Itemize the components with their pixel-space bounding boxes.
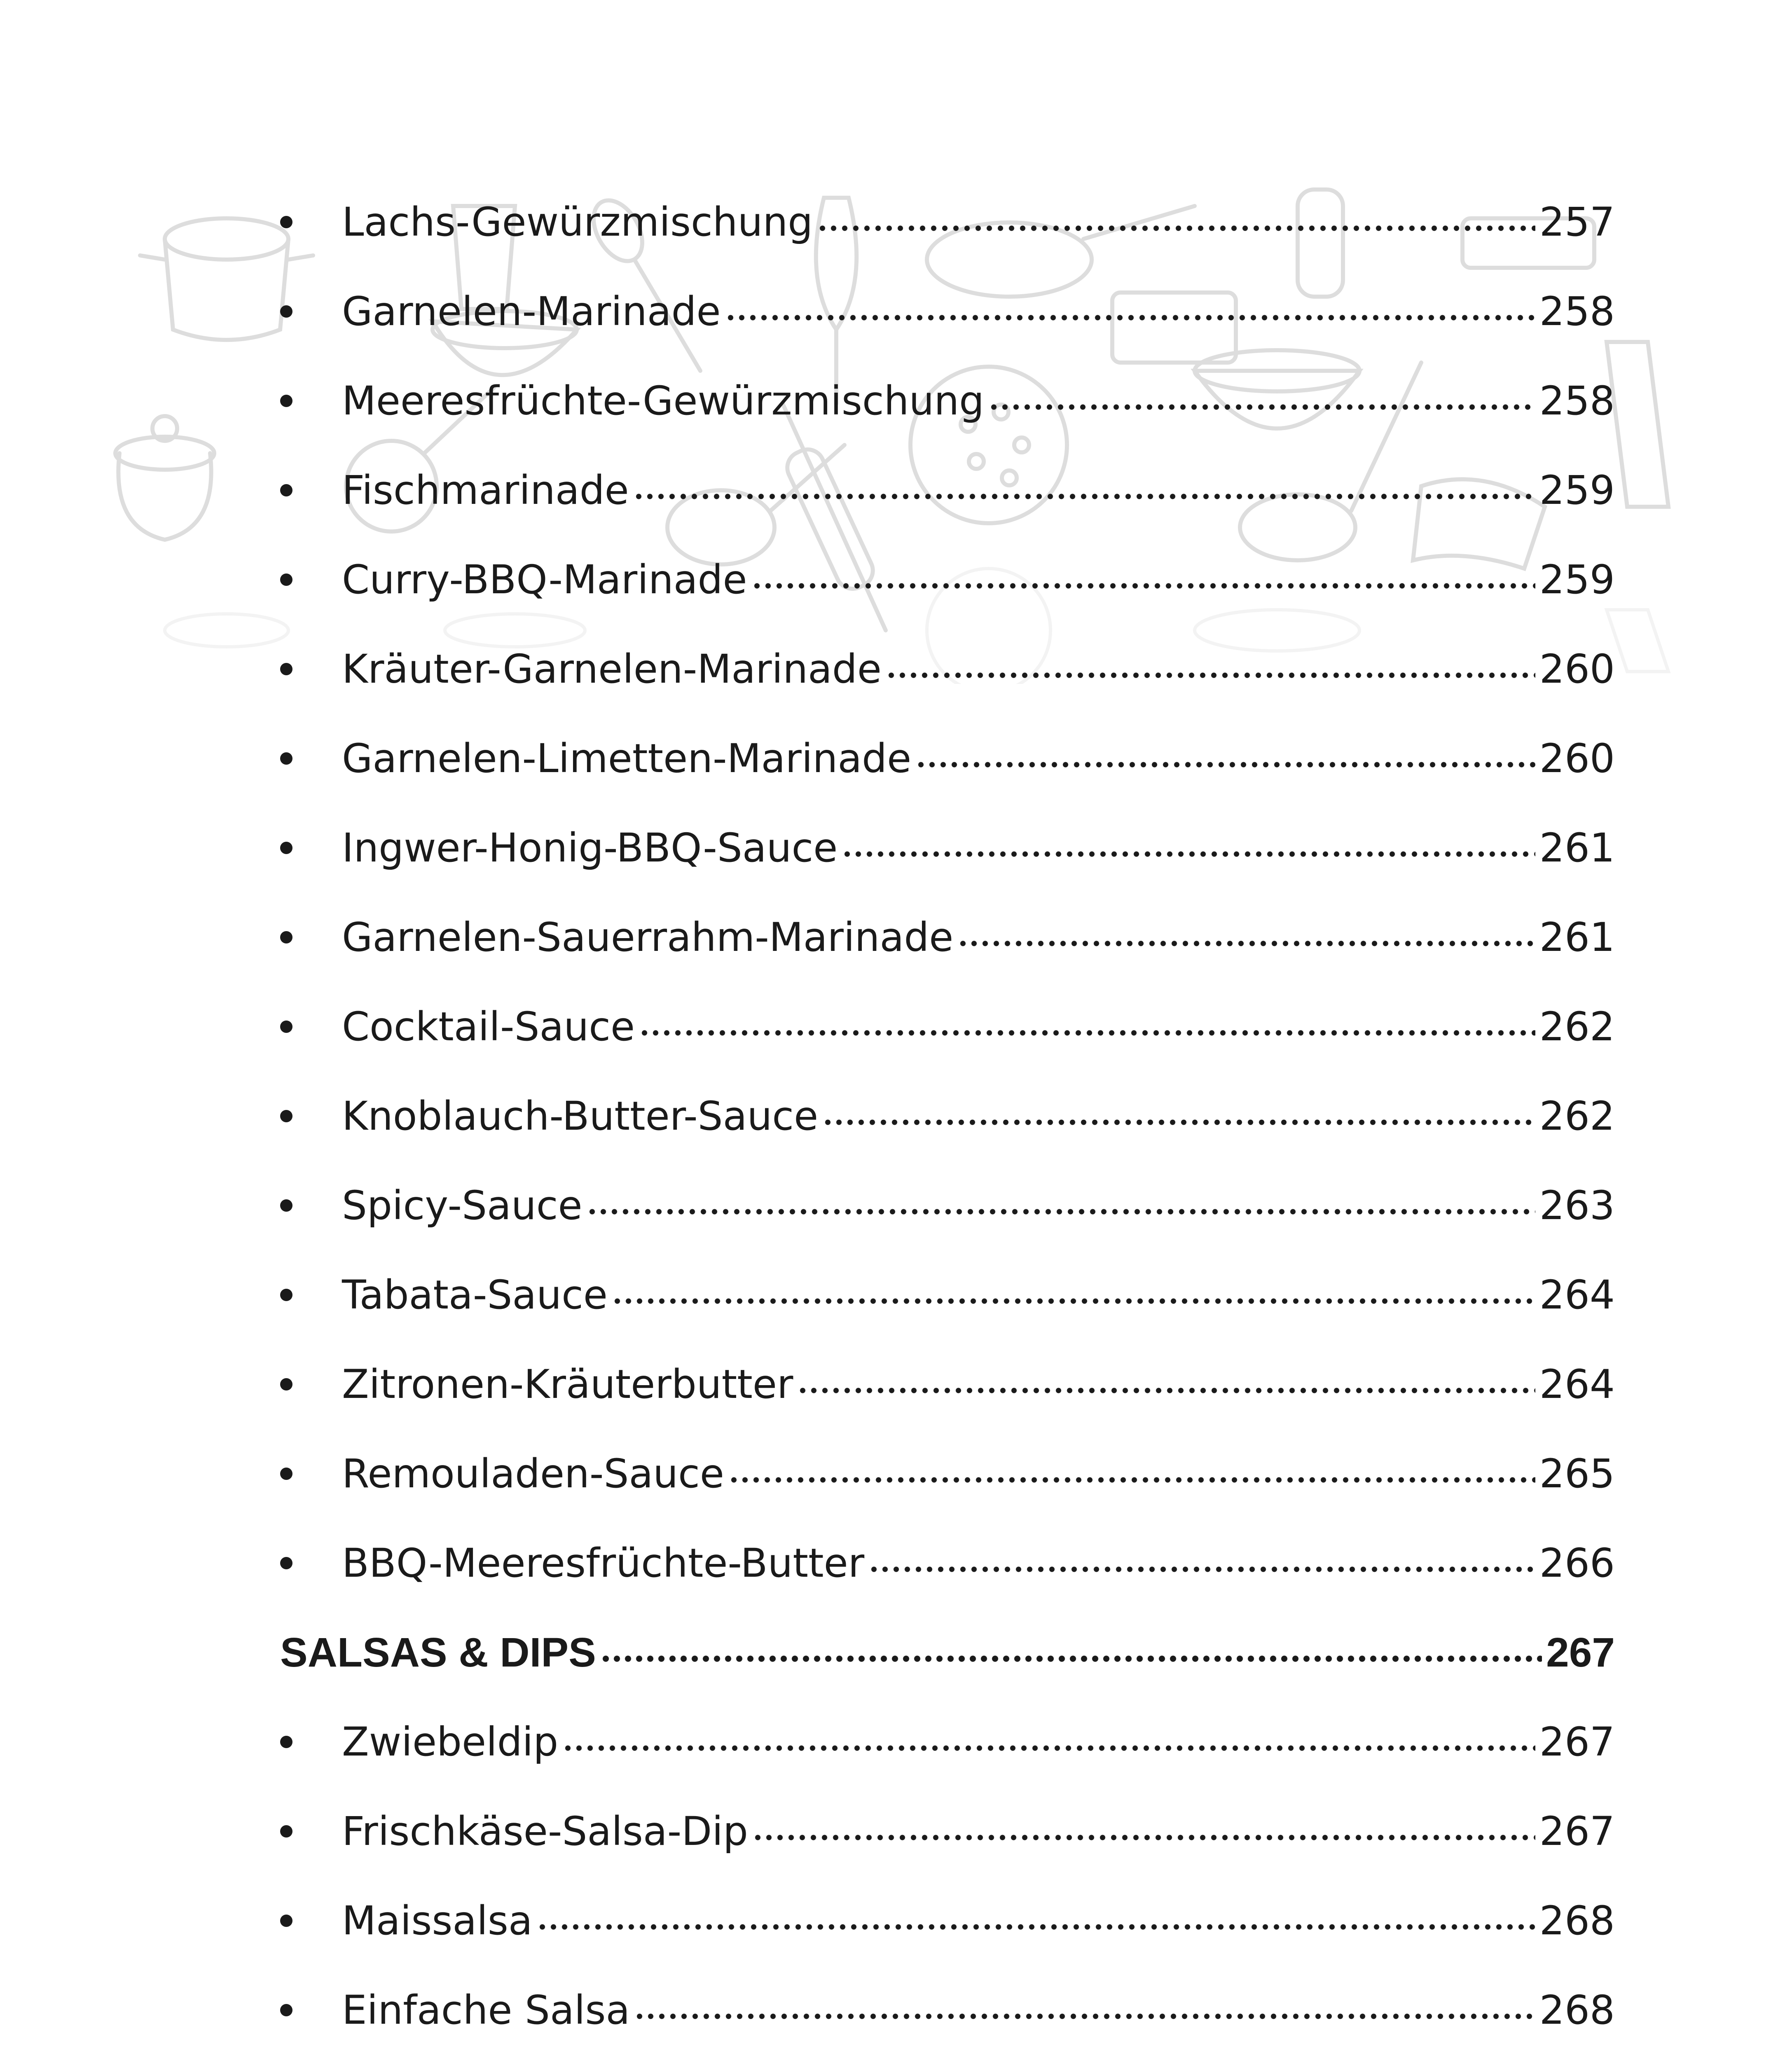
toc-page-number: 257 [1539, 199, 1615, 245]
bullet-icon [280, 535, 342, 624]
toc-entry-label: Garnelen-Marinade [342, 288, 721, 335]
dot-leader [988, 401, 1535, 413]
bullet-icon [280, 1518, 342, 1608]
bullet-icon [280, 892, 342, 982]
toc-entry[interactable] [280, 1250, 1615, 1339]
toc-page-number: 268 [1539, 1897, 1615, 1944]
bullet-icon [280, 982, 342, 1071]
toc-entry-label: Remouladen-Sauce [342, 1450, 724, 1497]
toc-entry[interactable] [280, 1429, 1615, 1518]
dot-leader [915, 758, 1535, 771]
toc-entry[interactable] [280, 445, 1615, 535]
bullet-icon [280, 267, 342, 356]
toc-entry[interactable] [280, 267, 1615, 356]
toc-entry-label: Spicy-Sauce [342, 1182, 583, 1229]
bullet-icon [280, 714, 342, 803]
bullet-icon [280, 445, 342, 535]
toc-page-number: 266 [1539, 1540, 1615, 1586]
toc-page-number: 263 [1539, 1182, 1615, 1229]
dot-leader [600, 1653, 1542, 1665]
toc-entry-label: Garnelen-Limetten-Marinade [342, 735, 912, 782]
dot-leader [537, 1921, 1535, 1933]
toc-entry-label: Ingwer-Honig-BBQ-Sauce [342, 824, 838, 871]
toc-entry[interactable] [280, 1071, 1615, 1161]
bullet-icon [280, 177, 342, 267]
toc-entry[interactable] [280, 892, 1615, 982]
toc-page-number: 264 [1539, 1271, 1615, 1318]
toc-page-number: 267 [1539, 1808, 1615, 1854]
toc-entry-label: Cocktail-Sauce [342, 1003, 635, 1050]
toc-entry[interactable] [280, 714, 1615, 803]
toc-entry[interactable] [280, 803, 1615, 892]
toc-entry[interactable] [280, 1518, 1615, 1608]
toc-entry[interactable] [280, 1876, 1615, 1965]
toc-entry[interactable] [280, 1965, 1615, 2055]
toc-entry-label: Fischmarinade [342, 467, 629, 513]
toc-entry[interactable] [280, 356, 1615, 445]
toc-entry-label: SALSAS & DIPS [280, 1629, 596, 1676]
toc-entry-label: Frischkäse-Salsa-Dip [342, 1808, 748, 1854]
dot-leader [634, 2010, 1535, 2023]
toc-page-number: 261 [1539, 824, 1615, 871]
toc-entry-label: Einfache Salsa [342, 1987, 630, 2033]
bullet-icon [280, 1071, 342, 1161]
dot-leader [633, 490, 1535, 503]
toc-entry-label: Garnelen-Sauerrahm-Marinade [342, 914, 954, 960]
dot-leader [886, 669, 1535, 681]
toc-page-number: 258 [1539, 288, 1615, 335]
toc-page-number: 258 [1539, 377, 1615, 424]
toc-entry[interactable] [280, 1697, 1615, 1786]
toc-page-number: 260 [1539, 646, 1615, 692]
toc-page-number: 265 [1539, 1450, 1615, 1497]
toc-entry-label: Maissalsa [342, 1897, 533, 1944]
toc-page-number: 267 [1546, 1629, 1615, 1676]
dot-leader [587, 1206, 1535, 1218]
toc-entry-label: Curry-BBQ-Marinade [342, 556, 747, 603]
toc-entry-label: BBQ-Meeresfrüchte-Butter [342, 1540, 865, 1586]
toc-entry[interactable] [280, 2055, 1615, 2060]
toc-entry-label: Knoblauch-Butter-Sauce [342, 1093, 819, 1139]
dot-leader [797, 1384, 1535, 1397]
dot-leader [562, 1742, 1535, 1754]
toc-page-number: 259 [1539, 467, 1615, 513]
toc-page-number: 267 [1539, 1718, 1615, 1765]
dot-leader [822, 1116, 1535, 1128]
dot-leader [612, 1295, 1535, 1307]
dot-leader [725, 311, 1535, 324]
toc-entry-label: Kräuter-Garnelen-Marinade [342, 646, 882, 692]
bullet-icon [280, 1429, 342, 1518]
toc-page-number: 262 [1539, 1093, 1615, 1139]
bullet-icon [280, 624, 342, 714]
toc-entry[interactable] [280, 535, 1615, 624]
bullet-icon [280, 2055, 342, 2060]
dot-leader [639, 1027, 1535, 1039]
bullet-icon [280, 356, 342, 445]
toc-page-number: 261 [1539, 914, 1615, 960]
dot-leader [728, 1474, 1535, 1486]
dot-leader [751, 580, 1535, 592]
toc-entry-label: Zitronen-Kräuterbutter [342, 1361, 793, 1407]
dot-leader [817, 222, 1535, 234]
toc-page-number: 264 [1539, 1361, 1615, 1407]
toc-entry-label: Meeresfrüchte-Gewürzmischung [342, 377, 985, 424]
bullet-icon [280, 803, 342, 892]
dot-leader [752, 1831, 1535, 1844]
toc-entry-label: Zwiebeldip [342, 1718, 559, 1765]
bullet-icon [280, 1161, 342, 1250]
dot-leader [842, 848, 1535, 860]
toc-entry[interactable] [280, 624, 1615, 714]
toc-page-number: 268 [1539, 1987, 1615, 2033]
toc-entry[interactable] [280, 177, 1615, 267]
bullet-icon [280, 1786, 342, 1876]
toc-entry[interactable] [280, 1786, 1615, 1876]
toc-entry-label: Lachs-Gewürzmischung [342, 199, 813, 245]
toc-section-heading[interactable] [280, 1608, 1615, 1697]
table-of-contents [280, 177, 1615, 2060]
toc-page-number: 262 [1539, 1003, 1615, 1050]
bullet-icon [280, 1250, 342, 1339]
toc-page-number: 259 [1539, 556, 1615, 603]
dot-leader [868, 1563, 1535, 1575]
toc-entry-label: Tabata-Sauce [342, 1271, 608, 1318]
toc-entry[interactable] [280, 1339, 1615, 1429]
bullet-icon [280, 1339, 342, 1429]
toc-page-number: 260 [1539, 735, 1615, 782]
bullet-icon [280, 1697, 342, 1786]
bullet-icon [280, 1965, 342, 2055]
dot-leader [957, 937, 1535, 950]
bullet-icon [280, 1876, 342, 1965]
toc-entry[interactable] [280, 1161, 1615, 1250]
toc-entry[interactable] [280, 982, 1615, 1071]
